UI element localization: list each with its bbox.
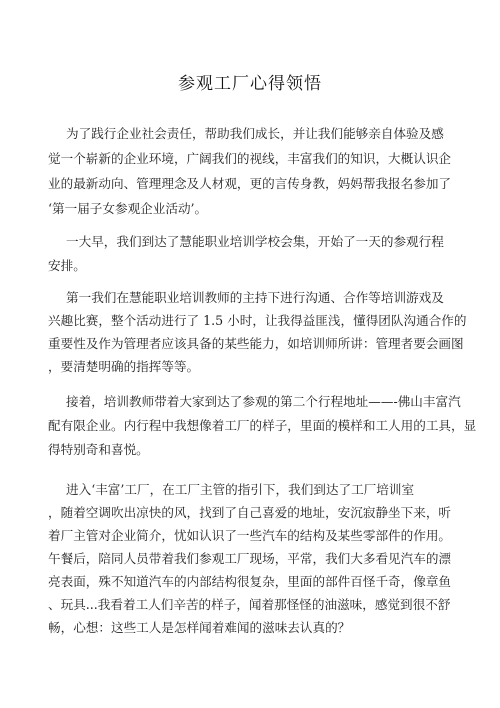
text-line: 接着，培训教师带着大家到达了参观的第二个行程地址——-佛山丰富汽	[66, 394, 461, 409]
text-line: ，随着空调吹出凉快的风，找到了自己喜爱的地址，安沉寂静坐下来，听	[48, 505, 451, 520]
text-line: 进入‘丰富’工厂，在工厂主管的指引下，我们到达了工厂培训室	[66, 482, 415, 497]
text-line: 业的最新动向、管理理念及人材观，更的言传身教，妈妈帮我报名参加了	[48, 176, 451, 191]
text-line: 亮表面，殊不知道汽车的内部结构很复杂，里面的部件百怪千奇，像章鱼	[48, 574, 451, 589]
page-title: 参观工厂心得领悟	[178, 74, 322, 94]
text-line: ，要清楚明确的指挥等等。	[48, 359, 200, 374]
text-line: 、玩具...我看着工人们辛苦的样子，闻着那怪怪的油滋味，感觉到很不舒	[48, 597, 451, 612]
text-line: 第一我们在慧能职业培训教师的主持下进行沟通、合作等培训游戏及	[66, 290, 444, 305]
text-line: 重要性及作为管理者应该具备的某些能力，如培训师所讲：管理者要会画图	[48, 336, 464, 351]
text-line: 着厂主管对企业简介，忧如认识了一些汽车的结构及某些零部件的作用。	[48, 528, 451, 543]
text-line: 一大早，我们到达了慧能职业培训学校会集，开始了一天的参观行程	[66, 234, 444, 249]
text-line: 得特别奇和喜悦。	[48, 442, 149, 457]
text-line: 为了践行企业社会责任，帮助我们成长，并让我们能够亲自体验及感	[66, 126, 444, 141]
text-line: 畅，心想：这些工人是怎样闻着难闻的滋味去认真的？	[48, 620, 351, 635]
text-line: ‘第一届子女参观企业活动’。	[48, 201, 208, 216]
text-line: 午餐后，陪同人员带着我们参观工厂现场，平常，我们大多看见汽车的漂	[48, 551, 451, 566]
text-line: 兴趣比赛，整个活动进行了 1.5 小时，让我得益匪浅，懂得团队沟通合作的	[48, 313, 467, 328]
text-line: 安排。	[48, 258, 86, 273]
text-line: 配有限企业。内行程中我想像着工厂的样子，里面的模样和工人用的工具，显	[48, 418, 477, 433]
text-line: 觉一个崭新的企业环境，广阔我们的视线，丰富我们的知识，大概认识企	[48, 151, 451, 166]
